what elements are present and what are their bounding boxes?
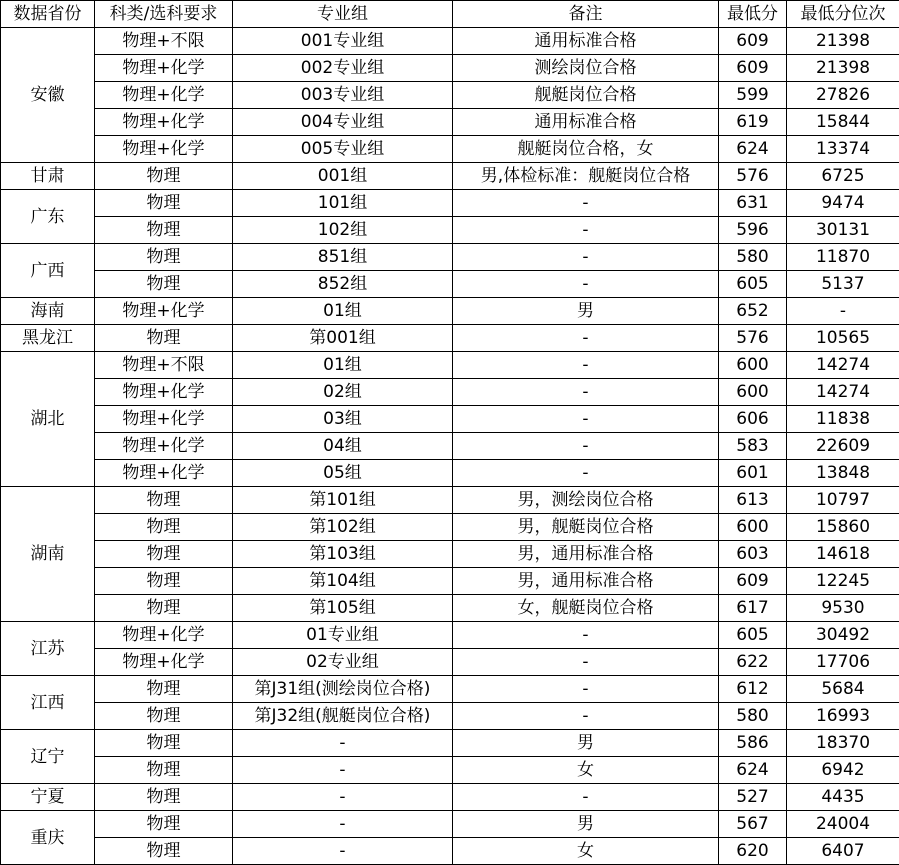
table-row bbox=[1, 55, 899, 82]
province-cell: 重庆 bbox=[1, 811, 95, 865]
subject-requirement-cell: 物理+化学 bbox=[95, 136, 233, 163]
min-score-cell: 567 bbox=[719, 811, 787, 838]
major-group-cell: - bbox=[233, 838, 453, 865]
province-cell: 海南 bbox=[1, 298, 95, 325]
subject-requirement-cell: 物理 bbox=[95, 784, 233, 811]
min-rank-cell: 6942 bbox=[787, 757, 899, 784]
major-group-cell: 852组 bbox=[233, 271, 453, 298]
province-cell: 安徽 bbox=[1, 28, 95, 163]
table-row bbox=[1, 784, 899, 811]
min-rank-cell: 24004 bbox=[787, 811, 899, 838]
remarks-cell: - bbox=[453, 622, 719, 649]
table-row bbox=[1, 514, 899, 541]
major-group-cell: 01专业组 bbox=[233, 622, 453, 649]
subject-requirement-cell: 物理 bbox=[95, 244, 233, 271]
subject-requirement-cell: 物理+化学 bbox=[95, 433, 233, 460]
remarks-cell: - bbox=[453, 460, 719, 487]
major-group-cell: 001组 bbox=[233, 163, 453, 190]
subject-requirement-cell: 物理+化学 bbox=[95, 82, 233, 109]
subject-requirement-cell: 物理 bbox=[95, 703, 233, 730]
remarks-cell: - bbox=[453, 190, 719, 217]
remarks-cell: 男 bbox=[453, 730, 719, 757]
min-rank-cell: 21398 bbox=[787, 55, 899, 82]
remarks-cell: - bbox=[453, 244, 719, 271]
min-rank-cell: 16993 bbox=[787, 703, 899, 730]
min-score-cell: 586 bbox=[719, 730, 787, 757]
remarks-cell: - bbox=[453, 433, 719, 460]
min-rank-cell: 17706 bbox=[787, 649, 899, 676]
subject-requirement-cell: 物理 bbox=[95, 163, 233, 190]
min-score-cell: 609 bbox=[719, 28, 787, 55]
table-row bbox=[1, 244, 899, 271]
major-group-cell: 01组 bbox=[233, 352, 453, 379]
table-row bbox=[1, 406, 899, 433]
table-row bbox=[1, 271, 899, 298]
province-cell: 黑龙江 bbox=[1, 325, 95, 352]
min-rank-cell: 9530 bbox=[787, 595, 899, 622]
remarks-cell: 通用标准合格 bbox=[453, 109, 719, 136]
subject-requirement-cell: 物理 bbox=[95, 757, 233, 784]
major-group-cell: - bbox=[233, 811, 453, 838]
min-rank-cell: 6407 bbox=[787, 838, 899, 865]
remarks-cell: 舰艇岗位合格 bbox=[453, 82, 719, 109]
remarks-cell: 男,体检标准：舰艇岗位合格 bbox=[453, 163, 719, 190]
min-rank-cell: 15860 bbox=[787, 514, 899, 541]
table-row bbox=[1, 190, 899, 217]
province-cell: 江西 bbox=[1, 676, 95, 730]
min-score-cell: 601 bbox=[719, 460, 787, 487]
table-row bbox=[1, 163, 899, 190]
remarks-cell: - bbox=[453, 271, 719, 298]
min-rank-cell: 14274 bbox=[787, 379, 899, 406]
min-score-cell: 652 bbox=[719, 298, 787, 325]
subject-requirement-cell: 物理 bbox=[95, 487, 233, 514]
min-rank-cell: 14618 bbox=[787, 541, 899, 568]
min-rank-cell: 4435 bbox=[787, 784, 899, 811]
remarks-cell: 男 bbox=[453, 811, 719, 838]
major-group-cell: 第001组 bbox=[233, 325, 453, 352]
subject-requirement-cell: 物理 bbox=[95, 811, 233, 838]
major-group-cell: 005专业组 bbox=[233, 136, 453, 163]
min-rank-cell: 10565 bbox=[787, 325, 899, 352]
major-group-cell: 01组 bbox=[233, 298, 453, 325]
table-row bbox=[1, 595, 899, 622]
header-min-score: 最低分 bbox=[719, 1, 787, 28]
remarks-cell: 女 bbox=[453, 757, 719, 784]
major-group-cell: 05组 bbox=[233, 460, 453, 487]
major-group-cell: 第J32组(舰艇岗位合格) bbox=[233, 703, 453, 730]
header-remarks: 备注 bbox=[453, 1, 719, 28]
min-score-cell: 576 bbox=[719, 325, 787, 352]
remarks-cell: - bbox=[453, 325, 719, 352]
subject-requirement-cell: 物理 bbox=[95, 514, 233, 541]
min-rank-cell: 5137 bbox=[787, 271, 899, 298]
major-group-cell: 101组 bbox=[233, 190, 453, 217]
province-cell: 宁夏 bbox=[1, 784, 95, 811]
header-min-rank: 最低分位次 bbox=[787, 1, 899, 28]
table-row bbox=[1, 622, 899, 649]
table-row bbox=[1, 649, 899, 676]
major-group-cell: 第103组 bbox=[233, 541, 453, 568]
remarks-cell: 男，通用标准合格 bbox=[453, 568, 719, 595]
province-cell: 辽宁 bbox=[1, 730, 95, 784]
remarks-cell: 测绘岗位合格 bbox=[453, 55, 719, 82]
subject-requirement-cell: 物理+化学 bbox=[95, 406, 233, 433]
min-rank-cell: 15844 bbox=[787, 109, 899, 136]
min-score-cell: 603 bbox=[719, 541, 787, 568]
min-rank-cell: - bbox=[787, 298, 899, 325]
table-row bbox=[1, 838, 899, 865]
min-score-cell: 596 bbox=[719, 217, 787, 244]
province-cell: 湖南 bbox=[1, 487, 95, 622]
remarks-cell: - bbox=[453, 676, 719, 703]
subject-requirement-cell: 物理 bbox=[95, 838, 233, 865]
min-score-cell: 613 bbox=[719, 487, 787, 514]
header-subject-requirement: 科类/选科要求 bbox=[95, 1, 233, 28]
min-score-cell: 617 bbox=[719, 595, 787, 622]
min-score-cell: 580 bbox=[719, 244, 787, 271]
min-rank-cell: 22609 bbox=[787, 433, 899, 460]
subject-requirement-cell: 物理 bbox=[95, 325, 233, 352]
table-row bbox=[1, 568, 899, 595]
table-row bbox=[1, 541, 899, 568]
major-group-cell: 第J31组(测绘岗位合格) bbox=[233, 676, 453, 703]
subject-requirement-cell: 物理+化学 bbox=[95, 649, 233, 676]
min-score-cell: 580 bbox=[719, 703, 787, 730]
table-row bbox=[1, 325, 899, 352]
province-cell: 广西 bbox=[1, 244, 95, 298]
min-score-cell: 600 bbox=[719, 352, 787, 379]
table-row bbox=[1, 703, 899, 730]
min-rank-cell: 10797 bbox=[787, 487, 899, 514]
min-score-cell: 619 bbox=[719, 109, 787, 136]
min-rank-cell: 12245 bbox=[787, 568, 899, 595]
min-score-cell: 622 bbox=[719, 649, 787, 676]
remarks-cell: 通用标准合格 bbox=[453, 28, 719, 55]
remarks-cell: 男，测绘岗位合格 bbox=[453, 487, 719, 514]
min-score-cell: 606 bbox=[719, 406, 787, 433]
min-score-cell: 609 bbox=[719, 55, 787, 82]
min-rank-cell: 6725 bbox=[787, 163, 899, 190]
min-score-cell: 576 bbox=[719, 163, 787, 190]
major-group-cell: - bbox=[233, 784, 453, 811]
major-group-cell: 001专业组 bbox=[233, 28, 453, 55]
major-group-cell: 第104组 bbox=[233, 568, 453, 595]
major-group-cell: 03组 bbox=[233, 406, 453, 433]
min-rank-cell: 5684 bbox=[787, 676, 899, 703]
major-group-cell: 003专业组 bbox=[233, 82, 453, 109]
min-rank-cell: 11838 bbox=[787, 406, 899, 433]
min-rank-cell: 13374 bbox=[787, 136, 899, 163]
major-group-cell: - bbox=[233, 757, 453, 784]
min-rank-cell: 9474 bbox=[787, 190, 899, 217]
subject-requirement-cell: 物理+化学 bbox=[95, 109, 233, 136]
subject-requirement-cell: 物理 bbox=[95, 541, 233, 568]
min-rank-cell: 13848 bbox=[787, 460, 899, 487]
major-group-cell: 02专业组 bbox=[233, 649, 453, 676]
remarks-cell: - bbox=[453, 352, 719, 379]
table-row bbox=[1, 757, 899, 784]
min-score-cell: 620 bbox=[719, 838, 787, 865]
subject-requirement-cell: 物理+化学 bbox=[95, 460, 233, 487]
subject-requirement-cell: 物理 bbox=[95, 271, 233, 298]
table-row bbox=[1, 298, 899, 325]
header-province: 数据省份 bbox=[1, 1, 95, 28]
min-score-cell: 599 bbox=[719, 82, 787, 109]
table-body bbox=[1, 28, 899, 865]
remarks-cell: - bbox=[453, 784, 719, 811]
subject-requirement-cell: 物理 bbox=[95, 190, 233, 217]
table-row bbox=[1, 460, 899, 487]
table-row bbox=[1, 487, 899, 514]
remarks-cell: - bbox=[453, 379, 719, 406]
min-score-cell: 527 bbox=[719, 784, 787, 811]
min-score-cell: 624 bbox=[719, 136, 787, 163]
subject-requirement-cell: 物理+化学 bbox=[95, 379, 233, 406]
remarks-cell: - bbox=[453, 406, 719, 433]
table-row bbox=[1, 811, 899, 838]
table-row bbox=[1, 28, 899, 55]
remarks-cell: 男，舰艇岗位合格 bbox=[453, 514, 719, 541]
min-score-cell: 624 bbox=[719, 757, 787, 784]
major-group-cell: - bbox=[233, 730, 453, 757]
subject-requirement-cell: 物理 bbox=[95, 730, 233, 757]
province-cell: 江苏 bbox=[1, 622, 95, 676]
subject-requirement-cell: 物理 bbox=[95, 595, 233, 622]
min-score-cell: 600 bbox=[719, 514, 787, 541]
province-cell: 甘肃 bbox=[1, 163, 95, 190]
major-group-cell: 102组 bbox=[233, 217, 453, 244]
min-score-cell: 600 bbox=[719, 379, 787, 406]
remarks-cell: 男 bbox=[453, 298, 719, 325]
subject-requirement-cell: 物理 bbox=[95, 676, 233, 703]
header-major-group: 专业组 bbox=[233, 1, 453, 28]
table-row bbox=[1, 730, 899, 757]
remarks-cell: - bbox=[453, 703, 719, 730]
remarks-cell: 女，舰艇岗位合格 bbox=[453, 595, 719, 622]
min-score-cell: 605 bbox=[719, 622, 787, 649]
min-rank-cell: 30492 bbox=[787, 622, 899, 649]
remarks-cell: 男，通用标准合格 bbox=[453, 541, 719, 568]
table-row bbox=[1, 109, 899, 136]
major-group-cell: 02组 bbox=[233, 379, 453, 406]
min-rank-cell: 27826 bbox=[787, 82, 899, 109]
subject-requirement-cell: 物理+不限 bbox=[95, 28, 233, 55]
remarks-cell: 舰艇岗位合格，女 bbox=[453, 136, 719, 163]
major-group-cell: 002专业组 bbox=[233, 55, 453, 82]
subject-requirement-cell: 物理+化学 bbox=[95, 298, 233, 325]
min-rank-cell: 18370 bbox=[787, 730, 899, 757]
province-cell: 广东 bbox=[1, 190, 95, 244]
header-row bbox=[1, 1, 899, 28]
major-group-cell: 851组 bbox=[233, 244, 453, 271]
table-row bbox=[1, 217, 899, 244]
table-row bbox=[1, 136, 899, 163]
min-rank-cell: 14274 bbox=[787, 352, 899, 379]
min-rank-cell: 21398 bbox=[787, 28, 899, 55]
min-score-cell: 609 bbox=[719, 568, 787, 595]
table-row bbox=[1, 82, 899, 109]
min-rank-cell: 11870 bbox=[787, 244, 899, 271]
min-rank-cell: 30131 bbox=[787, 217, 899, 244]
major-group-cell: 004专业组 bbox=[233, 109, 453, 136]
subject-requirement-cell: 物理 bbox=[95, 217, 233, 244]
remarks-cell: 女 bbox=[453, 838, 719, 865]
table-row bbox=[1, 676, 899, 703]
table-row bbox=[1, 379, 899, 406]
subject-requirement-cell: 物理 bbox=[95, 568, 233, 595]
min-score-cell: 605 bbox=[719, 271, 787, 298]
subject-requirement-cell: 物理+不限 bbox=[95, 352, 233, 379]
table-row bbox=[1, 352, 899, 379]
remarks-cell: - bbox=[453, 649, 719, 676]
subject-requirement-cell: 物理+化学 bbox=[95, 622, 233, 649]
min-score-cell: 631 bbox=[719, 190, 787, 217]
major-group-cell: 第102组 bbox=[233, 514, 453, 541]
major-group-cell: 04组 bbox=[233, 433, 453, 460]
table-row bbox=[1, 433, 899, 460]
min-score-cell: 583 bbox=[719, 433, 787, 460]
min-score-cell: 612 bbox=[719, 676, 787, 703]
major-group-cell: 第105组 bbox=[233, 595, 453, 622]
province-cell: 湖北 bbox=[1, 352, 95, 487]
remarks-cell: - bbox=[453, 217, 719, 244]
major-group-cell: 第101组 bbox=[233, 487, 453, 514]
subject-requirement-cell: 物理+化学 bbox=[95, 55, 233, 82]
